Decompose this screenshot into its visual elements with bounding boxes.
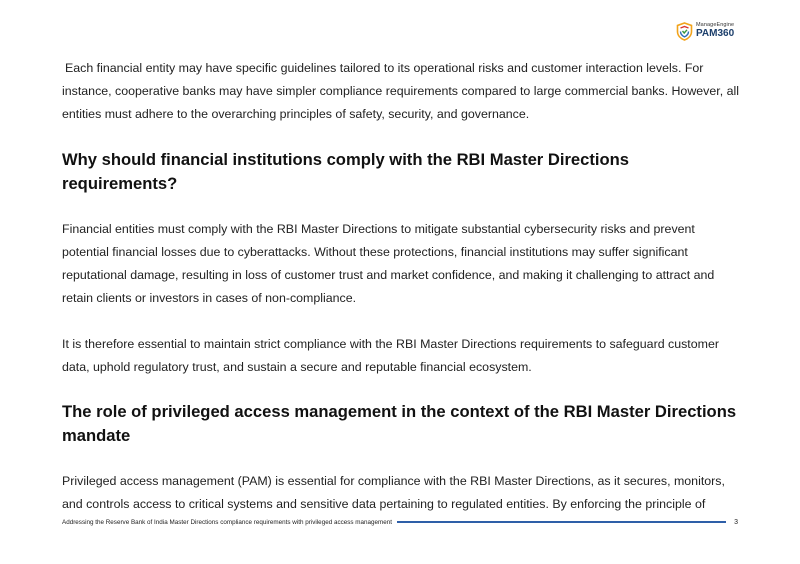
pam-paragraph: Privileged access management (PAM) is essential for compliance with the RBI Master Directions, as it secures, monitors, and controls access to critical systems and sensitive data pertaining to regulated entities. By enforcing the principle of: [62, 474, 725, 511]
footer-title: Addressing the Reserve Bank of India Master Directions compliance requirements with privileged access management: [62, 518, 393, 526]
page-footer: [62, 516, 738, 528]
section-heading-compliance: Why should financial institutions comply with the RBI Master Directions requirements?: [62, 150, 630, 193]
compliance-paragraph: Financial entities must comply with the RBI Master Directions to mitigate substantial cybersecurity risks and prevent potential financial losses due to cyberattacks. Without these protections, financial institutions may suffer significant reputational damage, resulting in loss of customer trust and market confidence, and making it challenging to attract and retain clients or investors in cases of non-compliance.: [62, 222, 715, 305]
manageengine-logo: [676, 20, 756, 42]
section-heading-pam-role: The role of privileged access management in the context of the RBI Master Directions mandate: [62, 402, 737, 445]
document-body: [62, 57, 740, 516]
footer-divider: [397, 521, 726, 523]
logo-brand-text: ManageEngine: [696, 21, 735, 28]
essential-paragraph: It is therefore essential to maintain strict compliance with the RBI Master Directions requirements to safeguard customer data, uphold regulatory trust, and sustain a secure and reputable financial ecosystem.: [62, 337, 719, 374]
shield-logo-icon: [676, 22, 693, 41]
logo-product-text: PAM360: [696, 28, 735, 40]
page-number: 3: [734, 518, 738, 526]
intro-paragraph: Each financial entity may have specific guidelines tailored to its operational risks and customer interaction levels. For instance, cooperative banks may have simpler compliance requirements compared to large commercial banks. However, all entities must adhere to the overarching principles of safety, security, and governance.: [62, 61, 739, 121]
